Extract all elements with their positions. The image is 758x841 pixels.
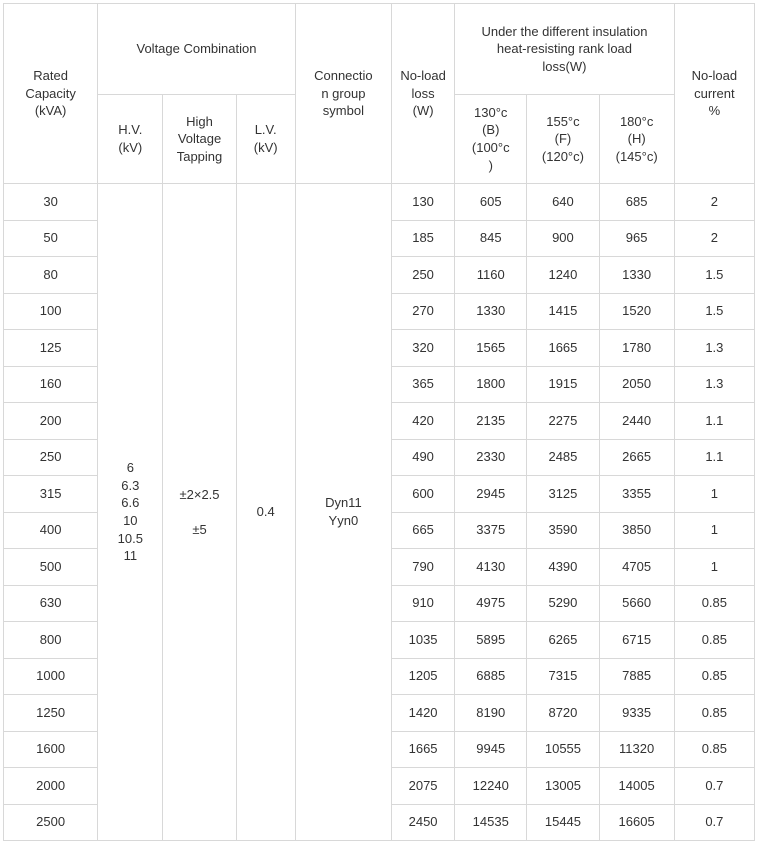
header-rank-h-line3: (145°c): [615, 148, 658, 164]
header-rank-h-line1: 180°c: [619, 113, 654, 129]
cell-load-h: 5660: [599, 585, 674, 622]
cell-load-f: 7315: [527, 658, 599, 695]
header-noload-current: [674, 4, 754, 184]
cell-noload-loss: 250: [392, 257, 455, 294]
header-rank-b: [455, 95, 527, 184]
cell-noload-loss: 420: [392, 403, 455, 440]
header-rated-capacity-line1: Rated: [33, 68, 68, 84]
cell-capacity: 100: [4, 293, 98, 330]
cell-noload-loss: 1420: [392, 695, 455, 732]
header-connection-group-line3: symbol: [322, 103, 364, 119]
cell-load-b: 9945: [455, 731, 527, 768]
cell-load-b: 6885: [455, 658, 527, 695]
header-rated-capacity: [4, 4, 98, 184]
cell-load-b: 2330: [455, 439, 527, 476]
header-rank-f-line3: (120°c): [541, 148, 584, 164]
table-body: [4, 184, 755, 841]
cell-load-h: 16605: [599, 804, 674, 841]
header-rank-h-line2: (H): [627, 131, 646, 147]
cell-load-b: 1330: [455, 293, 527, 330]
cell-load-h: 2665: [599, 439, 674, 476]
header-lv-line1: L.V.: [254, 122, 277, 138]
header-noload-loss-line1: No-load: [400, 68, 446, 84]
cell-noload-current: 1: [674, 476, 754, 513]
cell-load-h: 6715: [599, 622, 674, 659]
cell-capacity: 315: [4, 476, 98, 513]
cell-capacity: 2000: [4, 768, 98, 805]
header-connection-group: [295, 4, 391, 184]
cell-load-h: 1330: [599, 257, 674, 294]
cell-noload-loss: 320: [392, 330, 455, 367]
cell-load-f: 13005: [527, 768, 599, 805]
spec-table-page: [0, 3, 758, 830]
cell-load-h: 7885: [599, 658, 674, 695]
cell-capacity: 160: [4, 366, 98, 403]
cell-load-b: 4975: [455, 585, 527, 622]
header-voltage-combination: Voltage Combination: [98, 4, 296, 95]
header-rank-b-line2: (B): [482, 122, 500, 138]
transformer-spec-table: [3, 3, 755, 841]
cell-load-f: 640: [527, 184, 599, 221]
cell-load-h: 1520: [599, 293, 674, 330]
cell-load-b: 1800: [455, 366, 527, 403]
header-rank-b-line3: (100°c: [471, 140, 510, 155]
cell-capacity: 500: [4, 549, 98, 586]
cell-noload-loss: 2450: [392, 804, 455, 841]
cell-load-h: 1780: [599, 330, 674, 367]
cell-load-f: 8720: [527, 695, 599, 732]
cell-load-f: 1665: [527, 330, 599, 367]
cell-load-b: 3375: [455, 512, 527, 549]
cell-load-b: 8190: [455, 695, 527, 732]
header-insulation-load-loss: [455, 4, 675, 95]
cell-noload-current: 0.85: [674, 622, 754, 659]
cell-load-b: 5895: [455, 622, 527, 659]
hv-value: 6: [126, 460, 134, 476]
header-insulation-line2: heat-resisting rank load: [496, 41, 633, 57]
header-noload-current-line2: current: [694, 85, 735, 101]
header-rated-capacity-line2: Capacity: [25, 85, 76, 101]
cell-noload-current: 2: [674, 220, 754, 257]
header-noload-current-line1: No-load: [691, 68, 738, 84]
cell-capacity: 250: [4, 439, 98, 476]
cell-load-f: 2275: [527, 403, 599, 440]
header-row-top: [4, 4, 755, 95]
hv-value: 10: [123, 513, 138, 528]
tapping-spacer: [166, 503, 232, 521]
header-connection-group-line1: Connectio: [314, 68, 373, 84]
cell-noload-current: 2: [674, 184, 754, 221]
header-rank-f: [527, 95, 599, 184]
header-high-voltage-tapping: [163, 95, 236, 184]
cell-noload-current: 1.3: [674, 330, 754, 367]
cell-noload-current: 1.1: [674, 439, 754, 476]
header-tapping-line2: Voltage: [177, 131, 222, 147]
cell-noload-current: 1.3: [674, 366, 754, 403]
cell-load-b: 605: [455, 184, 527, 221]
cell-noload-current: 0.85: [674, 695, 754, 732]
cell-load-f: 10555: [527, 731, 599, 768]
cell-lv-value: 0.4: [236, 184, 295, 841]
cell-noload-loss: 910: [392, 585, 455, 622]
cell-noload-current: 0.7: [674, 768, 754, 805]
cell-capacity: 1250: [4, 695, 98, 732]
hv-value: 6.6: [121, 495, 140, 511]
cell-noload-loss: 600: [392, 476, 455, 513]
header-rank-h: [599, 95, 674, 184]
cell-load-f: 3125: [527, 476, 599, 513]
cell-capacity: 1600: [4, 731, 98, 768]
header-rated-capacity-line3: (kVA): [34, 103, 67, 119]
cell-load-h: 685: [599, 184, 674, 221]
tapping-value: ±5: [192, 521, 207, 537]
cell-noload-current: 0.85: [674, 658, 754, 695]
cell-noload-current: 0.7: [674, 804, 754, 841]
cell-noload-loss: 270: [392, 293, 455, 330]
cell-load-b: 845: [455, 220, 527, 257]
cell-noload-loss: 1035: [392, 622, 455, 659]
cell-load-b: 4130: [455, 549, 527, 586]
cell-load-f: 4390: [527, 549, 599, 586]
tapping-value: ±2×2.5: [179, 486, 220, 502]
cell-load-f: 2485: [527, 439, 599, 476]
cell-capacity: 1000: [4, 658, 98, 695]
header-hv: [98, 95, 163, 184]
cell-tapping-values: [163, 184, 236, 841]
header-lv-line2: (kV): [253, 140, 278, 155]
header-tapping-line1: High: [186, 113, 213, 129]
cell-load-h: 9335: [599, 695, 674, 732]
cell-capacity: 400: [4, 512, 98, 549]
header-rank-f-line1: 155°c: [546, 113, 580, 129]
header-tapping-line3: Tapping: [176, 148, 223, 164]
header-hv-line1: H.V.: [118, 122, 143, 138]
cell-load-b: 1565: [455, 330, 527, 367]
cell-noload-loss: 365: [392, 366, 455, 403]
cell-noload-loss: 1205: [392, 658, 455, 695]
cell-noload-current: 1: [674, 549, 754, 586]
cell-load-h: 2440: [599, 403, 674, 440]
cell-load-f: 6265: [527, 622, 599, 659]
header-connection-group-line2: n group: [321, 85, 366, 101]
cell-capacity: 800: [4, 622, 98, 659]
cell-capacity: 80: [4, 257, 98, 294]
cell-load-f: 900: [527, 220, 599, 257]
cell-capacity: 50: [4, 220, 98, 257]
header-rank-b-line1: 130°c: [474, 104, 508, 120]
cell-noload-loss: 130: [392, 184, 455, 221]
cell-noload-loss: 790: [392, 549, 455, 586]
header-rank-f-line2: (F): [554, 131, 572, 147]
cell-load-f: 1415: [527, 293, 599, 330]
header-hv-line2: (kV): [118, 140, 143, 155]
cell-capacity: 200: [4, 403, 98, 440]
cell-hv-values: [98, 184, 163, 841]
cell-noload-current: 0.85: [674, 585, 754, 622]
header-lv: [236, 95, 295, 184]
cell-load-b: 2135: [455, 403, 527, 440]
cell-load-f: 1240: [527, 257, 599, 294]
cell-noload-current: 0.85: [674, 731, 754, 768]
cell-capacity: 2500: [4, 804, 98, 841]
cell-load-f: 5290: [527, 585, 599, 622]
cell-load-h: 11320: [599, 731, 674, 768]
cell-load-f: 1915: [527, 366, 599, 403]
cell-load-b: 12240: [455, 768, 527, 805]
connection-value: Dyn11: [325, 495, 362, 511]
cell-load-h: 2050: [599, 366, 674, 403]
cell-noload-current: 1: [674, 512, 754, 549]
cell-noload-loss: 2075: [392, 768, 455, 805]
cell-noload-loss: 665: [392, 512, 455, 549]
cell-noload-loss: 185: [392, 220, 455, 257]
cell-load-h: 3850: [599, 512, 674, 549]
cell-connection-values: [295, 184, 391, 841]
connection-value: Yyn0: [328, 513, 359, 528]
header-noload-loss-line2: loss: [411, 85, 435, 101]
table-header: [4, 4, 755, 184]
cell-noload-current: 1.5: [674, 293, 754, 330]
header-noload-loss-line3: (W): [412, 103, 434, 119]
header-noload-current-line3: %: [708, 103, 721, 119]
cell-load-f: 3590: [527, 512, 599, 549]
hv-value: 11: [123, 548, 138, 564]
cell-load-h: 4705: [599, 549, 674, 586]
cell-noload-loss: 490: [392, 439, 455, 476]
table-row: [4, 184, 755, 221]
cell-load-b: 1160: [455, 257, 527, 294]
cell-capacity: 30: [4, 184, 98, 221]
hv-value: 6.3: [121, 477, 140, 493]
cell-load-b: 2945: [455, 476, 527, 513]
cell-capacity: 125: [4, 330, 98, 367]
cell-load-h: 965: [599, 220, 674, 257]
header-insulation-line1: Under the different insulation: [481, 23, 648, 39]
header-noload-loss: [392, 4, 455, 184]
cell-load-b: 14535: [455, 804, 527, 841]
cell-capacity: 630: [4, 585, 98, 622]
cell-noload-loss: 1665: [392, 731, 455, 768]
cell-load-h: 3355: [599, 476, 674, 513]
cell-noload-current: 1.1: [674, 403, 754, 440]
hv-value: 10.5: [117, 530, 143, 546]
cell-load-f: 15445: [527, 804, 599, 841]
cell-noload-current: 1.5: [674, 257, 754, 294]
header-insulation-line3: loss(W): [542, 58, 587, 74]
header-rank-b-line4: ): [488, 157, 493, 173]
cell-load-h: 14005: [599, 768, 674, 805]
